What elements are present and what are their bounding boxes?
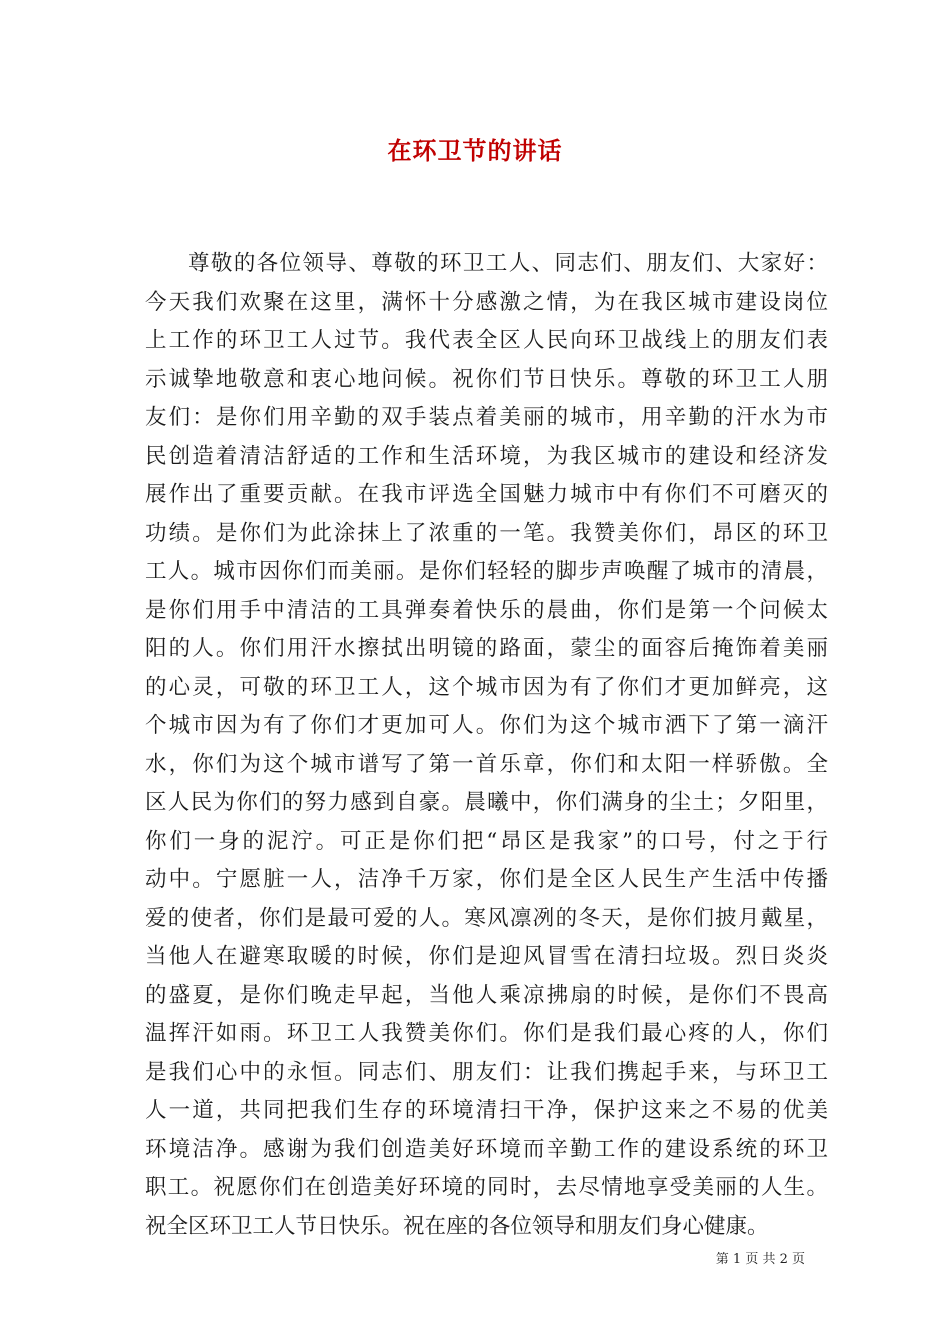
text-line: 今天我们欢聚在这里，满怀十分感激之情，为在我区城市建设岗位 [145,289,828,315]
speech-body [145,245,828,1246]
text-line: 是我们心中的永恒。同志们、朋友们：让我们携起手来，与环卫工 [145,1059,828,1085]
text-line: 职工。祝愿你们在创造美好环境的同时，去尽情地享受美丽的人生。 [145,1175,828,1200]
text-line: 尊敬的各位领导、尊敬的环卫工人、同志们、朋友们、大家好： [188,251,828,276]
text-line: 水，你们为这个城市谱写了第一首乐章，你们和太阳一样骄傲。全 [145,751,828,777]
text-line: 民创造着清洁舒适的工作和生活环境，为我区城市的建设和经济发 [145,443,828,469]
text-line: 展作出了重要贡献。在我市评选全国魅力城市中有你们不可磨灭的 [145,482,828,507]
page-number: 第 1 页 共 2 页 [715,1252,805,1267]
text-line: 的心灵，可敬的环卫工人，这个城市因为有了你们才更加鲜亮，这 [145,674,828,700]
text-line: 祝全区环卫工人节日快乐。祝在座的各位领导和朋友们身心健康。 [145,1213,769,1239]
text-line: 功绩。是你们为此涂抹上了浓重的一笔。我赞美你们，昂区的环卫 [145,520,828,546]
text-line: 工人。城市因你们而美丽。是你们轻轻的脚步声唤醒了城市的清晨， [145,559,828,584]
text-line: 示诚挚地敬意和衷心地问候。祝你们节日快乐。尊敬的环卫工人朋 [145,366,828,392]
text-line: 区人民为你们的努力感到自豪。晨曦中，你们满身的尘土；夕阳里， [145,790,828,815]
text-line: 温挥汗如雨。环卫工人我赞美你们。你们是我们最心疼的人，你们 [145,1021,828,1046]
text-line: 是你们用手中清洁的工具弹奏着快乐的晨曲，你们是第一个问候太 [145,597,828,623]
text-line: 人一道，共同把我们生存的环境清扫干净，保护这来之不易的优美 [145,1098,828,1123]
text-line: 爱的使者，你们是最可爱的人。寒风凛冽的冬天，是你们披月戴星， [145,905,828,931]
text-line: 当他人在避寒取暖的时候，你们是迎风冒雪在清扫垃圾。烈日炎炎 [145,944,828,969]
text-line: 的盛夏，是你们晚走早起，当他人乘凉拂扇的时候，是你们不畏高 [145,982,828,1008]
text-line: 友们：是你们用辛勤的双手装点着美丽的城市，用辛勤的汗水为市 [145,405,828,430]
text-line: 动中。宁愿脏一人，洁净千万家，你们是全区人民生产生活中传播 [145,867,828,892]
text-line: 阳的人。你们用汗水擦拭出明镜的路面，蒙尘的面容后掩饰着美丽 [145,636,828,661]
text-line: 上工作的环卫工人过节。我代表全区人民向环卫战线上的朋友们表 [145,328,828,353]
text-line: 个城市因为有了你们才更加可人。你们为这个城市洒下了第一滴汗 [145,713,828,738]
text-line: 环境洁净。感谢为我们创造美好环境而辛勤工作的建设系统的环卫 [145,1136,828,1162]
text-line: 你们一身的泥泞。可正是你们把“昂区是我家”的口号，付之于行 [145,828,828,854]
page-title: 在环卫节的讲话 [387,136,563,165]
